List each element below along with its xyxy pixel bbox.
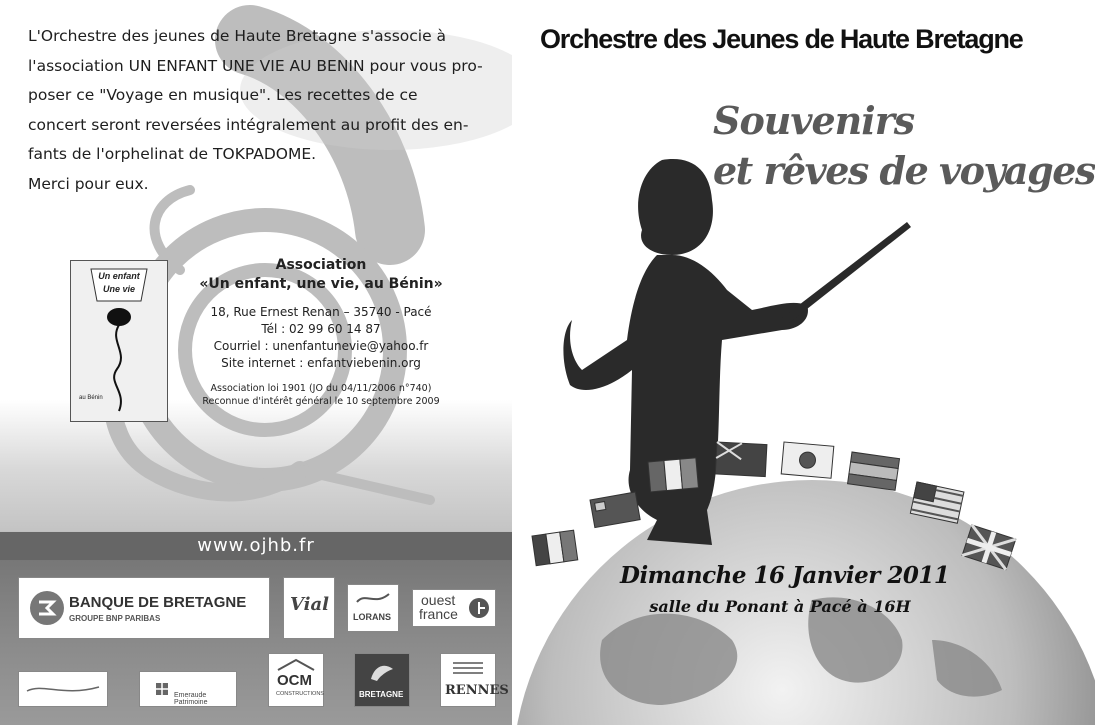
association-heading: Association	[275, 257, 367, 273]
flag-icon	[648, 458, 698, 492]
intro-line: fants de l'orphelinat de TOKPADOME.	[28, 145, 317, 163]
sponsor-vial	[283, 577, 335, 639]
flag-icon	[532, 530, 578, 566]
bretagne-logo-icon	[367, 659, 397, 685]
association-legal	[196, 382, 446, 408]
emeraude-name: Emeraude Patrimoine	[174, 692, 208, 706]
lorans-logo-icon	[353, 590, 393, 608]
emeraude-logo-icon	[154, 681, 170, 697]
flag-icon	[962, 525, 1016, 570]
ouest-line2: france	[419, 606, 458, 622]
concert-venue: salle du Ponant à Pacé à 16H	[649, 597, 911, 616]
sponsor-emeraude-patrimoine	[139, 671, 237, 707]
sponsor-ocm	[268, 653, 324, 707]
association-website: Site internet : enfantviebenin.org	[221, 356, 421, 370]
flag-icon	[590, 492, 640, 528]
ouest-france-logo-icon	[468, 597, 490, 619]
subtitle-line1: Souvenirs	[713, 98, 915, 143]
association-address: 18, Rue Ernest Renan – 35740 - Pacé	[210, 305, 432, 319]
olympiade-logo-icon	[23, 679, 103, 699]
assoc-logo-line3: au Bénin	[79, 395, 103, 401]
rennes-name: RENNES	[445, 683, 509, 698]
intro-line: L'Orchestre des jeunes de Haute Bretagne s'associe à	[28, 27, 447, 45]
ocm-logo-icon	[276, 658, 316, 672]
ouest-line1: ouest	[421, 592, 456, 608]
association-email: Courriel : unenfantunevie@yahoo.fr	[213, 339, 429, 353]
bank-group: GROUPE BNP PARIBAS	[69, 614, 161, 623]
website-url[interactable]: www.ojhb.fr	[197, 535, 315, 556]
intro-line: poser ce "Voyage en musique". Les recettes de ce	[28, 86, 418, 104]
sponsor-lorans	[347, 584, 399, 632]
ocm-name: OCM	[277, 672, 312, 689]
rennes-logo-icon	[451, 659, 485, 679]
flag-icon	[715, 442, 767, 477]
bank-name: BANQUE DE BRETAGNE	[69, 594, 247, 611]
concert-date: Dimanche 16 Janvier 2011	[620, 562, 950, 589]
page-title: Orchestre des Jeunes de Haute Bretagne	[540, 24, 1023, 54]
flag-icon	[910, 482, 964, 523]
association-legal-line1: Association loi 1901 (JO du 04/11/2006 n°740)	[210, 383, 432, 394]
assoc-logo-line1: Un enfant	[98, 271, 140, 281]
intro-line: concert seront reversées intégralement au profit des en-	[28, 115, 469, 134]
association-name: «Un enfant, une vie, au Bénin»	[199, 276, 443, 292]
sponsor-olympiade	[18, 671, 108, 707]
lorans-name: LORANS	[353, 612, 391, 622]
left-panel	[0, 0, 512, 725]
ocm-sub: CONSTRUCTIONS	[276, 691, 324, 697]
flag-icon	[848, 452, 900, 490]
assoc-logo-line2: Une vie	[102, 284, 136, 294]
sponsor-ouest-france	[412, 589, 496, 627]
association-phone: Tél : 02 99 60 14 87	[261, 322, 381, 336]
sponsor-banque-de-bretagne	[18, 577, 270, 639]
sponsor-region-bretagne	[354, 653, 410, 707]
association-legal-line2: Reconnue d'intérêt général le 10 septembre 2009	[202, 396, 440, 407]
bretagne-name: BRETAGNE	[359, 690, 404, 699]
intro-line: l'association UN ENFANT UNE VIE AU BENIN pour vous pro-	[28, 56, 483, 75]
intro-text	[28, 22, 486, 199]
bank-logo-icon	[27, 588, 67, 628]
vial-logo: Vial	[290, 594, 329, 615]
intro-line: Merci pour eux.	[28, 174, 149, 193]
association-logo	[70, 260, 168, 422]
association-info	[196, 256, 446, 408]
flag-icon	[781, 442, 834, 478]
sponsor-rennes	[440, 653, 509, 707]
subtitle-line2: et rêves de voyages	[713, 148, 1095, 193]
